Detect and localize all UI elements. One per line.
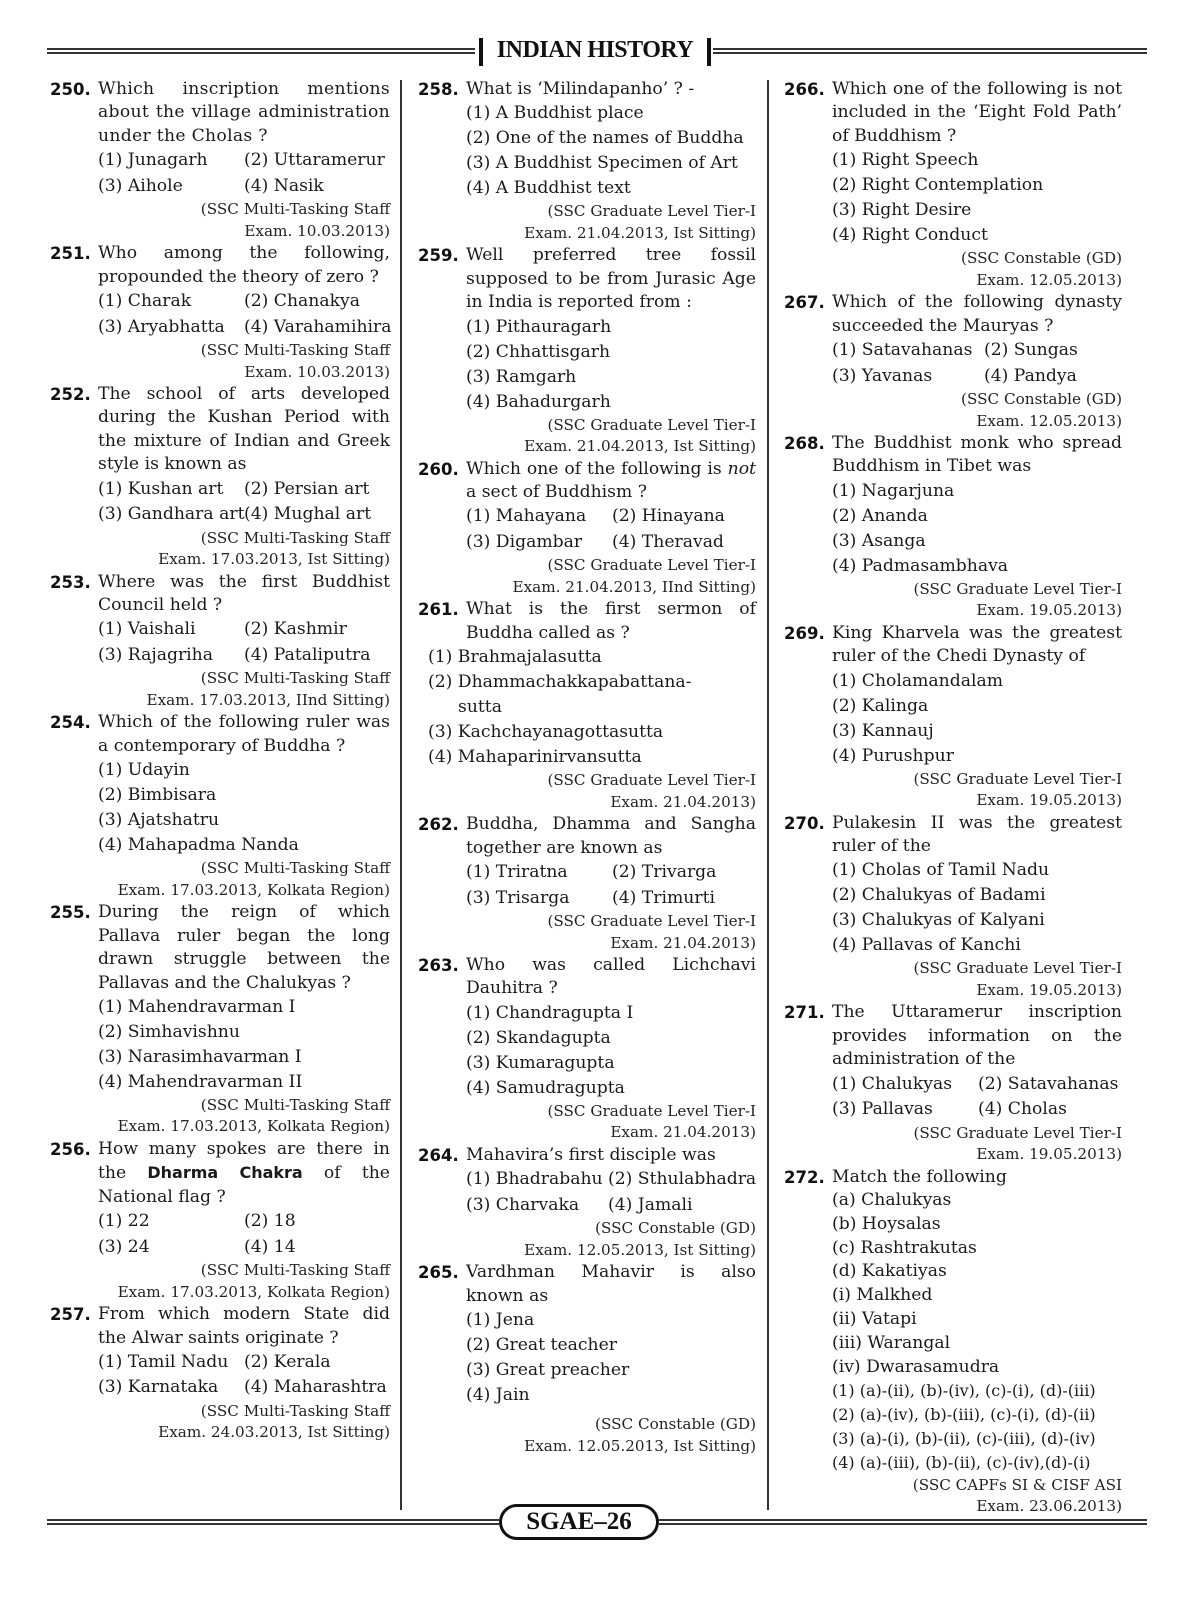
section-title: INDIAN HISTORY xyxy=(496,37,694,63)
option: (4) Theravad xyxy=(612,531,724,552)
option: (1) Junagarh xyxy=(98,150,208,171)
question-number: 271. xyxy=(784,1003,825,1023)
option: (3) Kachchayanagottasutta xyxy=(428,722,664,743)
option: (4) Trimurti xyxy=(612,887,715,908)
question-number: 264. xyxy=(418,1145,459,1165)
option: (2) Bimbisara xyxy=(98,785,217,806)
question-252 xyxy=(50,383,390,571)
question-source: (SSC Graduate Level Tier-I Exam. 19.05.2013) xyxy=(913,579,1122,620)
option: (1) A Buddhist place xyxy=(466,103,644,124)
header-rule-right xyxy=(713,48,1147,54)
list-a-item: (b) Hoysalas xyxy=(832,1213,941,1234)
emphasis-text: Dharma Chakra xyxy=(147,1163,303,1183)
option: (2) (a)-(iv), (b)-(iii), (c)-(i), (d)-(ii) xyxy=(832,1405,1096,1425)
question-251 xyxy=(50,242,390,383)
option: (2) Right Contemplation xyxy=(832,175,1044,196)
list-b-item: (i) Malkhed xyxy=(832,1285,933,1306)
question-text: Buddha, Dhamma and Sangha together are known as xyxy=(466,814,756,858)
question-source: (SSC Graduate Level Tier-I Exam. 21.04.2013) xyxy=(547,1101,756,1142)
question-number: 253. xyxy=(50,572,91,592)
option: (4) Padmasambhava xyxy=(832,555,1009,576)
question-263 xyxy=(418,954,756,1144)
option: (4) Jamali xyxy=(608,1194,693,1215)
option: (1) 22 xyxy=(98,1211,150,1232)
question-text: The Uttaramerur inscription provides information on the administration of the xyxy=(832,1002,1122,1070)
question-number: 256. xyxy=(50,1139,91,1159)
option: (2) Uttaramerur xyxy=(244,150,385,171)
option: (2) Simhavishnu xyxy=(98,1021,240,1042)
question-number: 258. xyxy=(418,80,459,99)
question-source: (SSC Constable (GD) Exam. 12.05.2013) xyxy=(961,249,1122,289)
option: (1) Chandragupta I xyxy=(466,1002,634,1023)
question-number: 259. xyxy=(418,246,459,266)
option: (4) Samudragupta xyxy=(466,1077,625,1098)
question-source: (SSC Graduate Level Tier-I Exam. 21.04.2013, IInd Sitting) xyxy=(512,556,756,596)
option: (2) Sthulabhadra xyxy=(608,1169,757,1190)
question-number: 269. xyxy=(784,623,825,643)
question-254 xyxy=(50,711,390,901)
option: (1) (a)-(ii), (b)-(iv), (c)-(i), (d)-(iii) xyxy=(832,1381,1096,1401)
footer-rule-left xyxy=(47,1519,499,1525)
option: (3) Digambar xyxy=(466,531,583,552)
column-divider xyxy=(400,80,402,1510)
question-number: 272. xyxy=(784,1167,825,1187)
question-264 xyxy=(418,1144,756,1261)
column-left xyxy=(50,78,390,1444)
header-bar-right xyxy=(707,38,711,66)
option: (1) Chalukyas xyxy=(832,1073,953,1094)
option: (2) Hinayana xyxy=(612,506,725,527)
question-number: 266. xyxy=(784,80,825,99)
option: (4) Jain xyxy=(466,1385,530,1406)
question-source: (SSC Graduate Level Tier-I Exam. 19.05.2013) xyxy=(913,1123,1122,1164)
option: (2) Kashmir xyxy=(244,619,347,640)
column-right xyxy=(784,78,1122,1518)
question-271 xyxy=(784,1001,1122,1165)
list-b-item: (ii) Vatapi xyxy=(832,1309,917,1330)
option: (2) Kalinga xyxy=(832,695,929,716)
option: (3) (a)-(i), (b)-(ii), (c)-(iii), (d)-(iv) xyxy=(832,1429,1096,1449)
question-source: (SSC Graduate Level Tier-I Exam. 19.05.2013) xyxy=(913,769,1122,810)
question-text: The Buddhist monk who spread Buddhism in Tibet was xyxy=(832,433,1122,477)
option: (2) Dhammachakkapabattana- xyxy=(428,672,692,693)
question-text: What is ‘Milindapanho’ ? - xyxy=(466,79,695,99)
question-number: 268. xyxy=(784,434,825,454)
question-259 xyxy=(418,244,756,457)
option: (3) Great preacher xyxy=(466,1360,630,1381)
question-270 xyxy=(784,812,1122,1002)
option: (4) Mughal art xyxy=(244,504,372,525)
question-265 xyxy=(418,1261,756,1457)
option: (3) Ajatshatru xyxy=(98,810,220,831)
page-footer xyxy=(47,1504,1147,1540)
question-text: The school of arts developed during the Kushan Period with the mixture of Indian and Greek style is known as xyxy=(98,384,390,475)
question-269 xyxy=(784,622,1122,812)
list-a-item: (c) Rashtrakutas xyxy=(832,1237,977,1258)
option: (2) Skandagupta xyxy=(466,1027,611,1048)
option: (1) Brahmajalasutta xyxy=(428,647,602,668)
option: (3) Aryabhatta xyxy=(98,316,225,337)
question-number: 252. xyxy=(50,385,91,405)
question-266 xyxy=(784,78,1122,291)
list-b-item: (iii) Warangal xyxy=(832,1332,951,1353)
question-number: 251. xyxy=(50,244,91,264)
question-source: (SSC Graduate Level Tier-I Exam. 21.04.2013, Ist Sitting) xyxy=(524,415,756,456)
question-text: What is the first sermon of Buddha called as ? xyxy=(466,599,756,643)
option: (1) Mahayana xyxy=(466,506,587,527)
option: (4) Bahadurgarh xyxy=(466,391,611,412)
question-text: Who among the following, propounded the theory of zero ? xyxy=(98,243,390,287)
option: (4) Cholas xyxy=(978,1099,1067,1120)
option: (3) Rajagriha xyxy=(98,644,214,665)
match-list xyxy=(784,1189,1122,1475)
option: (2) Chalukyas of Badami xyxy=(832,885,1046,906)
question-source: (SSC Multi-Tasking Staff Exam. 17.03.2013, Kolkata Region) xyxy=(117,1261,390,1301)
option: (2) Satavahanas xyxy=(978,1073,1119,1094)
question-number: 267. xyxy=(784,293,825,313)
question-number: 255. xyxy=(50,903,91,923)
question-number: 260. xyxy=(418,459,459,479)
option: (4) Purushpur xyxy=(832,745,954,766)
question-text: Which inscription mentions about the village administration under the Cholas ? xyxy=(98,79,390,146)
option: (4) (a)-(iii), (b)-(ii), (c)-(iv),(d)-(i) xyxy=(832,1452,1091,1472)
question-text: Which one of the following is not included in the ‘Eight Fold Path’ of Buddhism ? xyxy=(832,79,1122,146)
option: (4) Pandya xyxy=(984,365,1077,386)
option: (4) Nasik xyxy=(244,175,324,196)
header-rule-left xyxy=(47,48,475,54)
question-source: (SSC Multi-Tasking Staff Exam. 17.03.2013, Ist Sitting) xyxy=(158,528,390,569)
question-number: 262. xyxy=(418,815,459,835)
question-272 xyxy=(784,1166,1122,1518)
option: (2) Trivarga xyxy=(612,862,717,883)
question-number: 250. xyxy=(50,80,91,99)
option: (4) Mahendravarman II xyxy=(98,1071,303,1092)
question-source: (SSC Constable (GD) Exam. 12.05.2013, Ist Sitting) xyxy=(524,1219,756,1259)
option: (3) Charvaka xyxy=(466,1194,580,1215)
question-text: Who was called Lichchavi Dauhitra ? xyxy=(466,955,756,999)
list-a-item: (a) Chalukyas xyxy=(832,1190,952,1211)
list-b-item: (iv) Dwarasamudra xyxy=(832,1356,1000,1377)
option: (2) Great teacher xyxy=(466,1335,617,1356)
option: (3) 24 xyxy=(98,1236,150,1257)
option: (3) Right Desire xyxy=(832,200,972,221)
option: (4) Mahapadma Nanda xyxy=(98,835,299,856)
option: (4) Varahamihira xyxy=(244,316,392,337)
header-bar-left xyxy=(479,38,483,66)
option: (3) A Buddhist Specimen of Art xyxy=(466,153,738,174)
question-source: (SSC Multi-Tasking Staff Exam. 10.03.2013) xyxy=(200,200,390,240)
option: (3) Pallavas xyxy=(832,1099,933,1120)
question-text: King Kharvela was the greatest ruler of the Chedi Dynasty of xyxy=(832,622,1122,667)
option-continuation: sutta xyxy=(458,697,502,718)
option: (1) Udayin xyxy=(98,760,190,781)
question-268 xyxy=(784,432,1122,622)
question-source: (SSC CAPFs SI & CISF ASI Exam. 23.06.2013) xyxy=(912,1475,1122,1516)
footer-rule-right xyxy=(659,1519,1147,1525)
option: (3) Gandhara art xyxy=(98,504,245,525)
option: (4) Mahaparinirvansutta xyxy=(428,747,642,768)
option: (2) Ananda xyxy=(832,505,928,526)
option: (1) Right Speech xyxy=(832,150,979,171)
option: (2) Chhattisgarh xyxy=(466,341,611,362)
question-source: (SSC Multi-Tasking Staff Exam. 17.03.2013, Kolkata Region) xyxy=(117,1095,390,1136)
question-text: From which modern State did the Alwar saints originate ? xyxy=(98,1304,390,1348)
question-255 xyxy=(50,901,390,1138)
option: (1) Mahendravarman I xyxy=(98,996,296,1017)
option: (1) Triratna xyxy=(466,862,568,883)
option: (1) Nagarjuna xyxy=(832,480,955,501)
option: (3) Kannauj xyxy=(832,720,934,741)
emphasis-text: not xyxy=(727,458,756,479)
question-source: (SSC Graduate Level Tier-I Exam. 21.04.2013) xyxy=(547,771,756,811)
question-text: Vardhman Mahavir is also known as xyxy=(466,1262,756,1306)
option: (4) Pataliputra xyxy=(244,644,371,665)
question-text: Match the following xyxy=(832,1166,1007,1187)
question-text: Pulakesin II was the greatest ruler of the xyxy=(832,812,1122,857)
question-250 xyxy=(50,78,390,242)
option: (3) Narasimhavarman I xyxy=(98,1046,302,1067)
question-261 xyxy=(418,598,756,813)
question-text: Which of the following ruler was a contemporary of Buddha ? xyxy=(98,712,390,756)
option: (1) Charak xyxy=(98,291,192,312)
option: (1) Satavahanas xyxy=(832,340,973,361)
option: (2) Chanakya xyxy=(244,291,360,312)
option: (2) Sungas xyxy=(984,340,1078,361)
option: (1) Pithauragarh xyxy=(466,316,612,337)
option: (3) Chalukyas of Kalyani xyxy=(832,910,1045,931)
question-source: (SSC Multi-Tasking Staff Exam. 24.03.2013, Ist Sitting) xyxy=(158,1401,390,1442)
question-text: Where was the first Buddhist Council held ? xyxy=(98,571,390,616)
option: (4) Maharashtra xyxy=(244,1377,387,1398)
question-source: (SSC Constable (GD) Exam. 12.05.2013, Ist Sitting) xyxy=(524,1415,756,1455)
question-text: Well preferred tree fossil supposed to be from Jurasic Age in India is reported from : xyxy=(466,245,756,313)
option: (3) Yavanas xyxy=(832,365,933,386)
option: (2) Kerala xyxy=(244,1351,331,1372)
question-number: 261. xyxy=(418,600,459,620)
question-256 xyxy=(50,1138,390,1303)
question-source: (SSC Multi-Tasking Staff Exam. 17.03.2013, IInd Sitting) xyxy=(146,669,390,709)
option: (1) Cholamandalam xyxy=(832,670,1004,691)
option: (3) Trisarga xyxy=(466,887,570,908)
question-number: 254. xyxy=(50,713,91,733)
page-header xyxy=(47,36,1147,66)
question-text: During the reign of which Pallava ruler began the long drawn struggle between the Pallavas and the Chalukyas ? xyxy=(98,902,390,993)
option: (3) Karnataka xyxy=(98,1377,219,1398)
column-middle xyxy=(418,78,756,1457)
option: (4) Pallavas of Kanchi xyxy=(832,935,1021,956)
question-source: (SSC Graduate Level Tier-I Exam. 21.04.2013) xyxy=(547,912,756,952)
question-text: Mahavira’s first disciple was xyxy=(466,1144,716,1165)
question-text: Which of the following dynasty succeeded the Mauryas ? xyxy=(832,292,1122,336)
question-262 xyxy=(418,813,756,954)
question-number: 257. xyxy=(50,1305,91,1325)
question-number: 263. xyxy=(418,956,459,976)
question-source: (SSC Multi-Tasking Staff Exam. 17.03.2013, Kolkata Region) xyxy=(117,859,390,899)
option: (4) A Buddhist text xyxy=(466,178,631,199)
question-260 xyxy=(418,458,756,599)
page-code-badge: SGAE–26 xyxy=(499,1504,659,1540)
option: (1) Kushan art xyxy=(98,478,224,499)
option: (2) One of the names of Buddha xyxy=(466,128,744,149)
question-source: (SSC Graduate Level Tier-I Exam. 19.05.2013) xyxy=(913,959,1122,999)
option: (4) Right Conduct xyxy=(832,225,988,246)
option: (1) Jena xyxy=(466,1310,535,1331)
option: (1) Tamil Nadu xyxy=(98,1351,229,1372)
question-267 xyxy=(784,291,1122,432)
question-258 xyxy=(418,78,756,244)
question-source: (SSC Constable (GD) Exam. 12.05.2013) xyxy=(961,390,1122,430)
question-number: 265. xyxy=(418,1263,459,1283)
question-number: 270. xyxy=(784,813,825,833)
option: (2) 18 xyxy=(244,1211,296,1232)
option: (1) Bhadrabahu xyxy=(466,1169,603,1190)
question-text: Which one of the following is not a sect of Buddhism ? xyxy=(466,458,756,503)
option: (3) Ramgarh xyxy=(466,366,577,387)
option: (1) Cholas of Tamil Nadu xyxy=(832,860,1050,881)
option: (3) Kumaragupta xyxy=(466,1052,615,1073)
question-text: How many spokes are there in the Dharma Chakra of the National flag ? xyxy=(98,1138,390,1207)
option: (3) Aihole xyxy=(98,175,183,196)
question-253 xyxy=(50,571,390,712)
list-a-item: (d) Kakatiyas xyxy=(832,1261,947,1282)
question-source: (SSC Graduate Level Tier-I Exam. 21.04.2013, Ist Sitting) xyxy=(524,202,756,242)
column-divider xyxy=(767,80,769,1510)
option: (3) Asanga xyxy=(832,530,926,551)
question-257 xyxy=(50,1303,390,1444)
question-source: (SSC Multi-Tasking Staff Exam. 10.03.2013) xyxy=(200,341,390,381)
option: (4) 14 xyxy=(244,1236,296,1257)
option: (1) Vaishali xyxy=(98,619,196,640)
option: (2) Persian art xyxy=(244,478,370,499)
